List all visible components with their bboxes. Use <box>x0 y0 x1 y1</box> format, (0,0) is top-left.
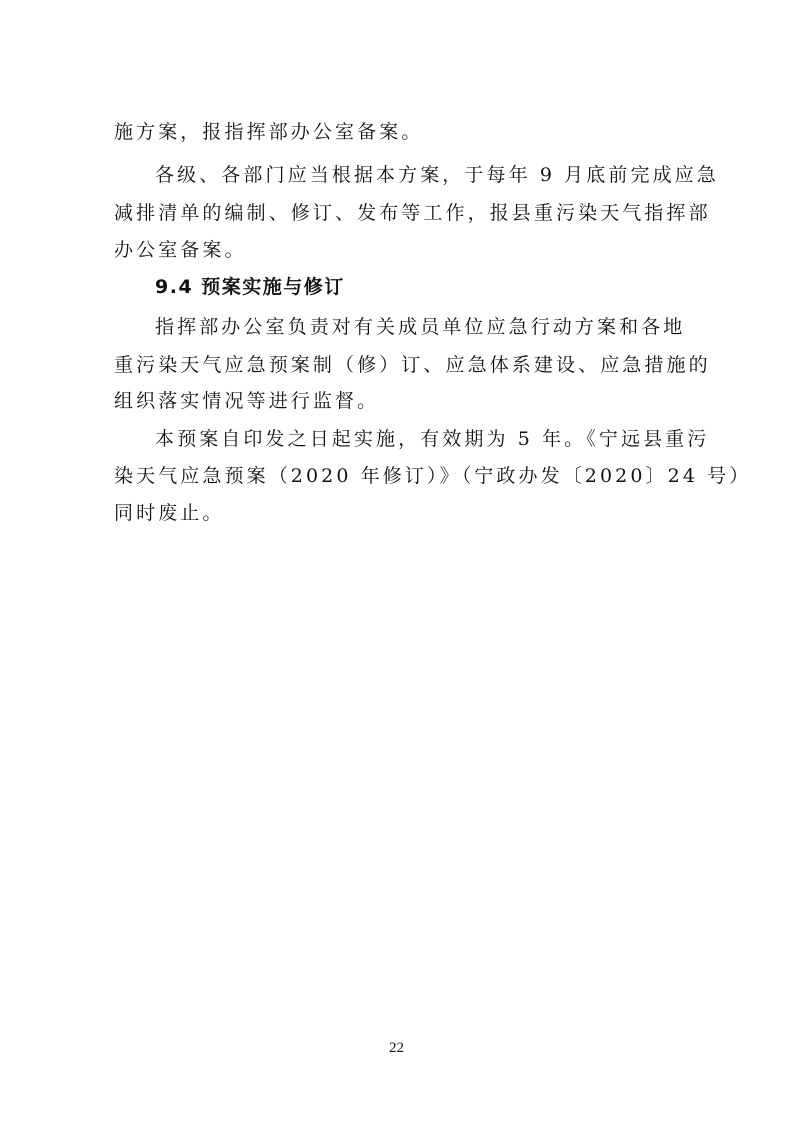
body-text-line: 染天气应急预案（2020 年修订）》（宁政办发〔2020〕24 号） <box>114 465 752 487</box>
body-text-line: 指挥部办公室负责对有关成员单位应急行动方案和各地 <box>155 316 686 338</box>
body-text-line: 重污染天气应急预案制（修）订、应急体系建设、应急措施的 <box>114 354 711 376</box>
body-text-line: 组织落实情况等进行监督。 <box>114 390 380 412</box>
page-number: 22 <box>389 1040 404 1056</box>
body-text-line: 减排清单的编制、修订、发布等工作，报县重污染天气指挥部 <box>114 202 711 224</box>
body-text-line: 本预案自印发之日起实施，有效期为 5 年。《宁远县重污 <box>155 428 710 450</box>
body-text-line: 各级、各部门应当根据本方案，于每年 9 月底前完成应急 <box>155 164 719 186</box>
section-heading: 9.4 预案实施与修订 <box>155 276 345 298</box>
body-text-line: 办公室备案。 <box>114 239 247 261</box>
body-text-line: 同时废止。 <box>114 502 225 524</box>
body-text-line: 施方案，报指挥部办公室备案。 <box>114 121 424 143</box>
